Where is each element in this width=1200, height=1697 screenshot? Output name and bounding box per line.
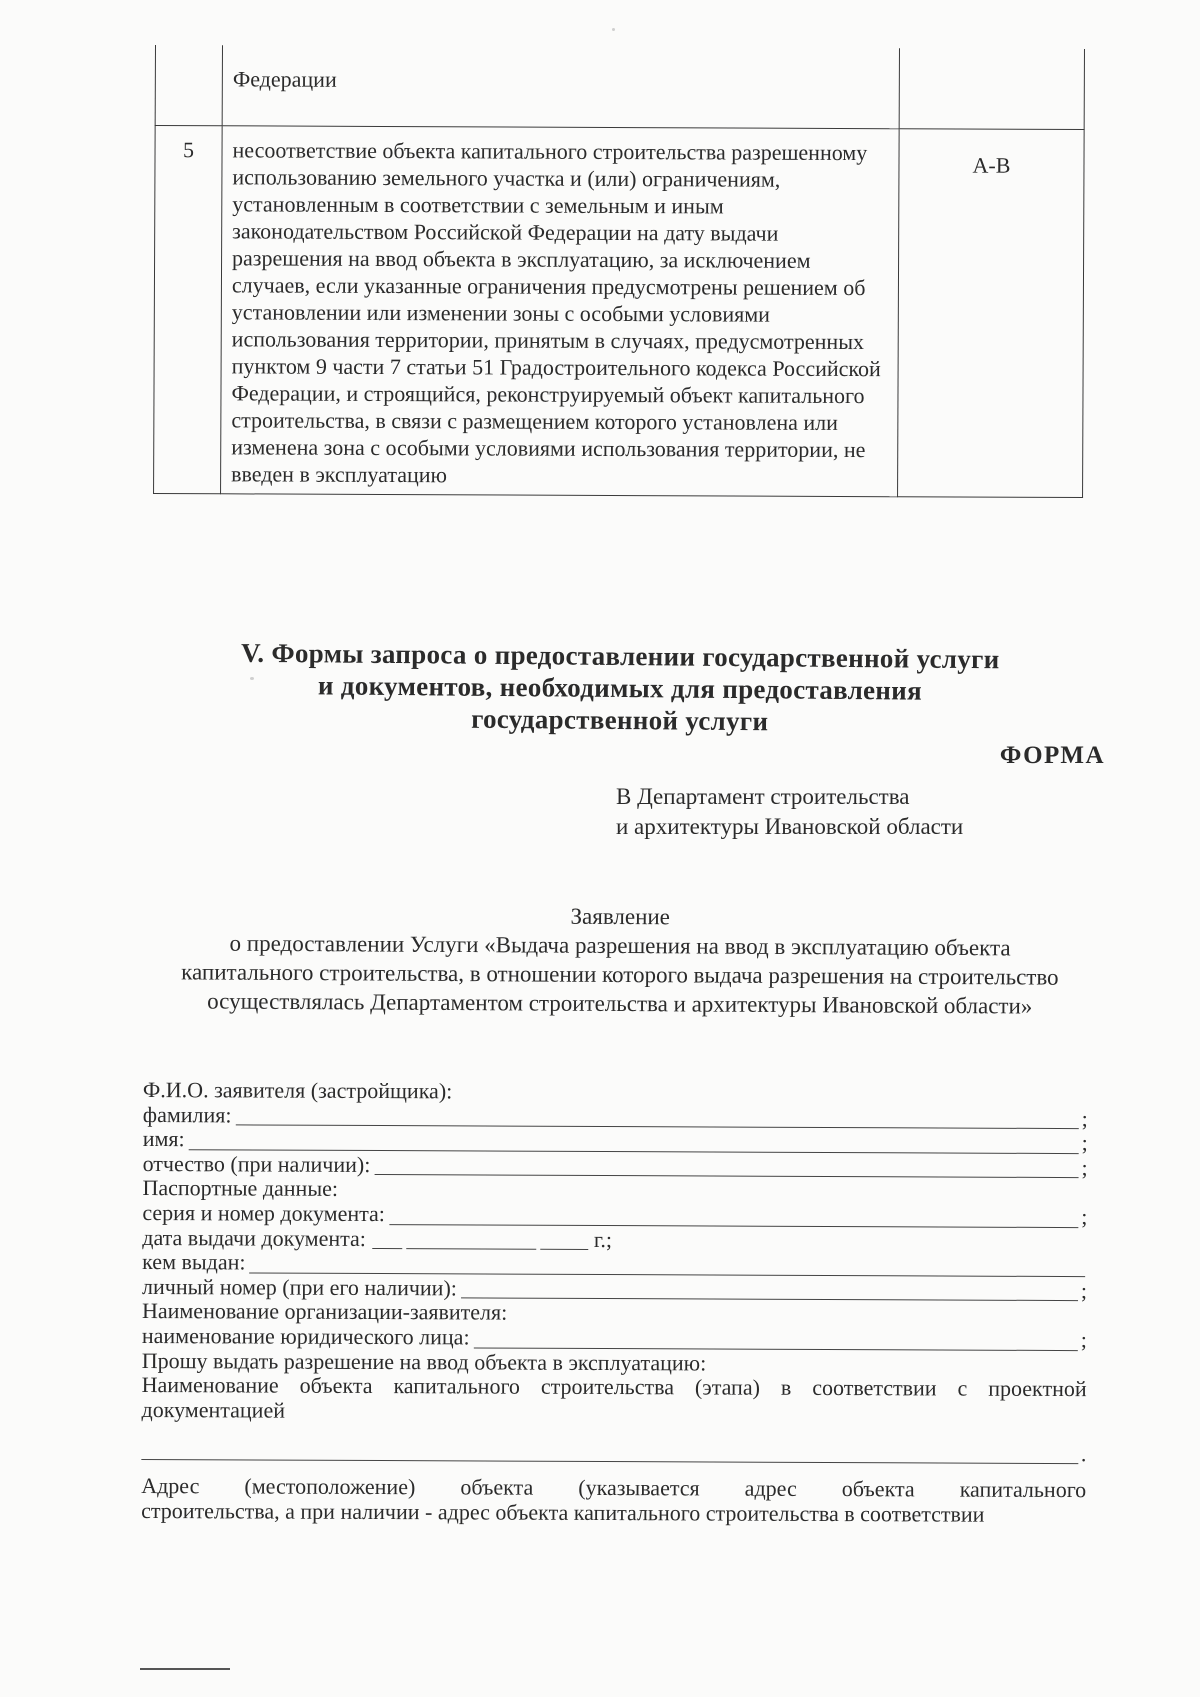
patronymic-label: отчество (при наличии): xyxy=(142,1150,371,1177)
applicant-heading: Ф.И.О. заявителя (застройщика): xyxy=(142,1077,453,1104)
scan-speck xyxy=(612,28,615,31)
org-heading: Наименование организации-заявителя: xyxy=(141,1298,508,1325)
object-name-text: Наименование объекта капитального строительства (этапа) в соответствии с проектной документацией xyxy=(141,1372,1087,1423)
application-form xyxy=(141,1078,1088,1528)
table-cell-num xyxy=(155,45,222,126)
doc-series-label: серия и номер документа: xyxy=(142,1199,385,1227)
section-title-line: и документов, необходимых для предоставления xyxy=(317,670,923,706)
doc-date-day-field[interactable] xyxy=(372,1231,402,1249)
form-row xyxy=(143,1078,1088,1107)
line-end-mark: ; xyxy=(1081,1204,1088,1230)
line-end-mark: ; xyxy=(1081,1154,1088,1180)
line-end-mark: ; xyxy=(1080,1327,1087,1353)
table-row xyxy=(155,45,1084,130)
addressee-block xyxy=(616,782,963,842)
section-title-line: V. Формы запроса о предоставлении государственной услуги xyxy=(240,637,1000,675)
table-cell-code: А-В xyxy=(898,129,1085,498)
address-text-line: строительства, а при наличии - адрес объекта капитального строительства в соответствии xyxy=(141,1497,985,1527)
patronymic-field[interactable] xyxy=(374,1157,1078,1178)
forma-label: ФОРМА xyxy=(999,742,1105,769)
section-title-line: государственной услуги xyxy=(471,703,769,737)
doc-date-label: дата выдачи документа: xyxy=(142,1224,366,1251)
addressee-line: и архитектуры Ивановской области xyxy=(616,814,964,839)
form-row xyxy=(141,1422,1086,1466)
doc-series-field[interactable] xyxy=(389,1207,1078,1228)
application-heading: Заявление xyxy=(570,903,671,930)
scan-speck xyxy=(250,677,254,680)
application-subtitle-line: осуществлялась Департаментом строительства и архитектуры Ивановской области» xyxy=(207,988,1033,1019)
request-text: Прошу выдать разрешение на ввод объекта в эксплуатацию: xyxy=(141,1347,707,1375)
table-cell-text: несоответствие объекта капитального строительства разрешенному использованию земельного участка и (или) ограничениям, установленным в соответствии с земельным и иным законодательством Российской Федерации на дату выдачи разрешения на ввод объекта в эксплуатацию, за исключением случаев, если указанные ограничения предусмотрены решением об установлении или изменении зоны с особыми условиями использования территории, принятым в случаях, предусмотренных пунктом 9 части 7 статьи 51 Градостроительного кодекса Российской Федерации, и строящийся, реконструируемый объект капитального строительства, в связи с размещением которого установлена или изменена зона с особыми условиями использования территории, не введен в эксплуатацию xyxy=(221,126,900,497)
rejection-grounds-table xyxy=(153,45,1085,498)
surname-field[interactable] xyxy=(235,1108,1078,1130)
line-end-mark: . xyxy=(1080,1440,1087,1466)
issued-by-label: кем выдан: xyxy=(142,1249,246,1275)
issued-by-field[interactable] xyxy=(249,1255,1085,1277)
line-end-mark: ; xyxy=(1080,1277,1088,1303)
table-cell-code xyxy=(899,48,1084,129)
scan-edge-line xyxy=(140,1668,230,1670)
table-cell-num: 5 xyxy=(154,126,223,494)
line-end-mark: ; xyxy=(1081,1130,1088,1156)
legal-entity-field[interactable] xyxy=(474,1330,1078,1351)
passport-heading: Паспортные данные: xyxy=(142,1175,339,1202)
name-field[interactable] xyxy=(189,1132,1079,1154)
name-label: имя: xyxy=(142,1126,185,1152)
surname-label: фамилия: xyxy=(142,1101,232,1127)
table-row xyxy=(154,126,1085,498)
address-text-line: Адрес (местоположение) объекта (указывается адрес объекта капитального xyxy=(141,1473,1087,1503)
table-cell-text: Федерации xyxy=(222,45,899,128)
line-end-mark: ; xyxy=(1081,1105,1088,1131)
form-row xyxy=(142,1226,1087,1255)
section-title xyxy=(140,636,1101,740)
doc-date-month-field[interactable] xyxy=(406,1231,536,1250)
personal-number-field[interactable] xyxy=(461,1281,1078,1302)
doc-date-year-field[interactable] xyxy=(540,1232,588,1250)
application-title xyxy=(130,899,1111,1021)
legal-entity-label: наименование юридического лица: xyxy=(141,1322,470,1350)
personal-number-label: личный номер (при его наличии): xyxy=(142,1273,457,1301)
application-subtitle-line: о предоставлении Услуги «Выдача разрешения на ввод в эксплуатацию объекта xyxy=(229,930,1011,961)
object-name-field[interactable] xyxy=(141,1442,1078,1464)
addressee-line: В Департамент строительства xyxy=(616,784,910,809)
doc-date-year-suffix: г.; xyxy=(593,1226,613,1252)
application-subtitle-line: капитального строительства, в отношении которого выдача разрешения на строительство xyxy=(181,959,1059,990)
